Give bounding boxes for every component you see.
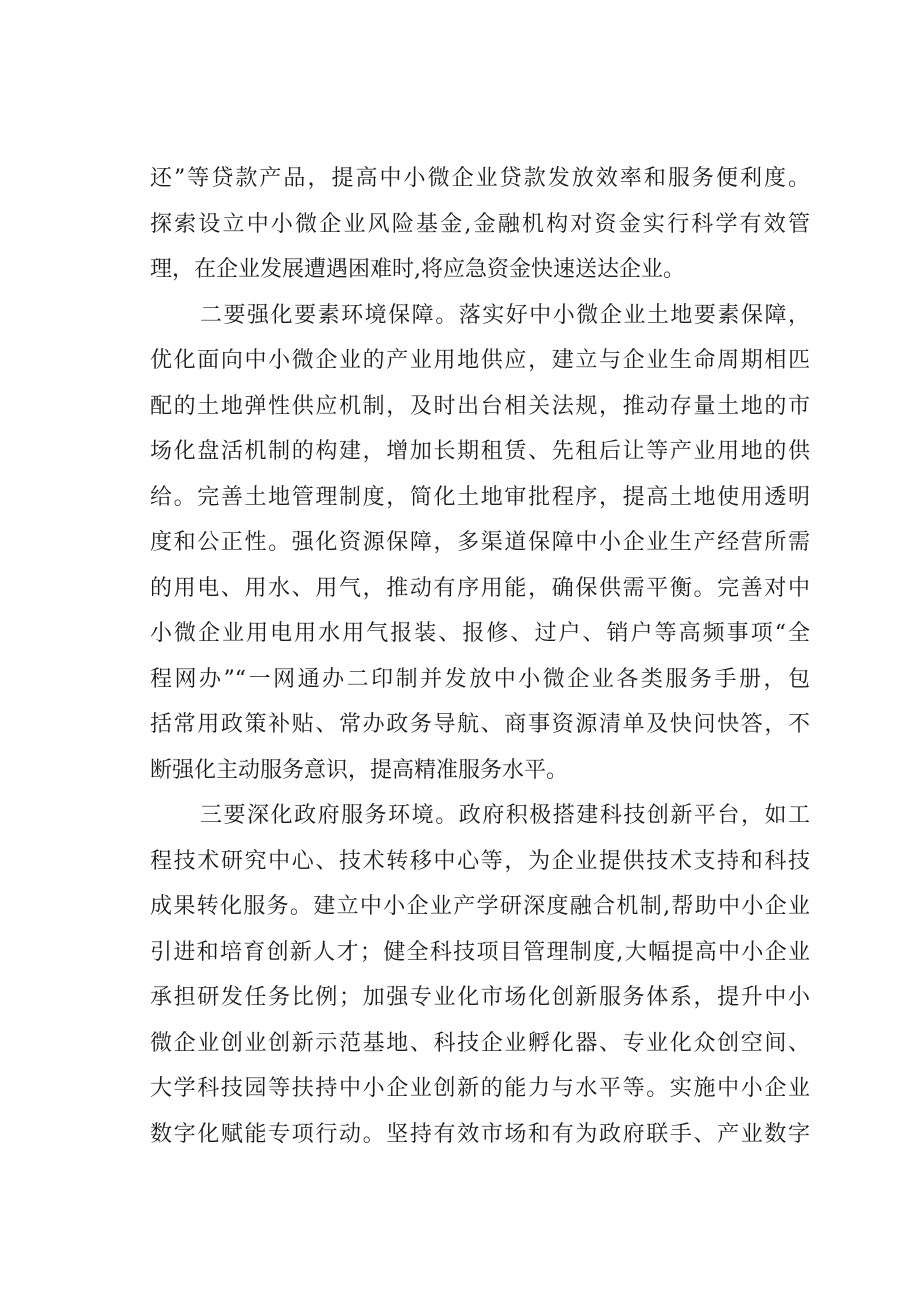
text-line: 成果转化服务。建立中小企业产学研深度融合机制,帮助中小企业 — [150, 894, 810, 919]
text-line: 括常用政策补贴、常办政务导航、商事资源清单及快问快答，不 — [150, 712, 810, 737]
text-line: 理，在企业发展遭遇困难时,将应急资金快速送达企业。 — [150, 257, 685, 282]
text-line: 度和公正性。强化资源保障，多渠道保障中小企业生产经营所需 — [150, 530, 810, 555]
text-line: 引进和培育创新人才；健全科技项目管理制度,大幅提高中小企业 — [150, 939, 810, 965]
text-line: 程技术研究中心、技术转移中心等，为企业提供技术支持和科技 — [150, 848, 810, 874]
text-line: 小微企业用电用水用气报装、报修、过户、销户等高频事项“全 — [150, 621, 810, 646]
text-line: 断强化主动服务意识，提高精准服务水平。 — [150, 757, 569, 783]
text-line: 大学科技园等扶持中小企业创新的能力与水平等。实施中小企业 — [150, 1076, 810, 1101]
paragraph-start-line: 三要深化政府服务环境。政府积极搭建科技创新平台，如工 — [200, 803, 810, 828]
text-line: 的用电、用水、用气，推动有序用能，确保供需平衡。完善对中 — [150, 575, 810, 601]
text-line: 优化面向中小微企业的产业用地供应，建立与企业生命周期相匹 — [150, 348, 810, 373]
paragraph-start-line: 二要强化要素环境保障。落实好中小微企业土地要素保障， — [200, 302, 810, 328]
text-line: 数字化赋能专项行动。坚持有效市场和有为政府联手、产业数字 — [150, 1121, 810, 1147]
text-line: 程网办”“一网通办二印制并发放中小微企业各类服务手册，包 — [150, 666, 810, 692]
text-line: 配的土地弹性供应机制，及时出台相关法规，推动存量土地的市 — [150, 393, 810, 419]
text-line: 场化盘活机制的构建，增加长期租赁、先租后让等产业用地的供 — [150, 439, 810, 464]
text-line: 给。完善土地管理制度，简化土地审批程序，提高土地使用透明 — [150, 484, 810, 510]
text-line: 承担研发任务比例；加强专业化市场化创新服务体系，提升中小 — [150, 985, 810, 1010]
text-line: 探索设立中小微企业风险基金,金融机构对资金实行科学有效管 — [150, 211, 810, 237]
body-text — [150, 156, 810, 1157]
text-line: 还”等贷款产品，提高中小微企业贷款发放效率和服务便利度。 — [150, 166, 810, 191]
text-line: 微企业创业创新示范基地、科技企业孵化器、专业化众创空间、 — [150, 1030, 810, 1056]
